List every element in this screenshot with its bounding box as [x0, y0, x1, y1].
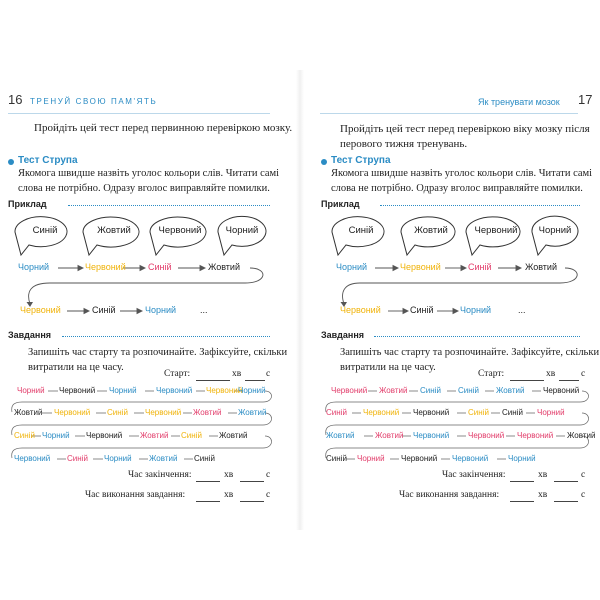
- task-word: Червоний: [401, 454, 438, 463]
- task-word: Синій: [14, 431, 35, 440]
- task-word: Червоний: [468, 431, 505, 440]
- intro-line: Пройдіть цей тест перед перевіркою віку мозку після: [340, 123, 590, 135]
- task-word: Жовтий: [219, 431, 248, 440]
- task-word: Жовтий: [567, 431, 596, 440]
- task-arrows: [326, 391, 589, 459]
- example-word: Червоний: [20, 305, 61, 315]
- duration-label: Час виконання завдання:: [399, 490, 500, 500]
- minutes-unit: хв: [546, 369, 556, 379]
- running-header: ТРЕНУЙ СВОЮ ПАМ'ЯТЬ: [30, 97, 158, 106]
- end-time-label: Час закінчення:: [442, 470, 506, 480]
- example-label: Приклад: [8, 199, 47, 209]
- task-word: Червоний: [517, 431, 554, 440]
- duration-minutes-blank[interactable]: [196, 501, 220, 502]
- task-word: Чорний: [537, 408, 565, 417]
- minutes-unit: хв: [232, 369, 242, 379]
- section-title: Тест Струпа: [331, 155, 391, 166]
- return-curve: [343, 268, 578, 304]
- task-word: Чорний: [104, 454, 132, 463]
- bubble-word: Синій: [32, 225, 58, 236]
- start-minutes-blank[interactable]: [510, 380, 544, 381]
- task-word: Червоний: [54, 408, 91, 417]
- example-word: Жовтий: [208, 262, 240, 272]
- task-word: Синій: [420, 386, 441, 395]
- task-word: Червоний: [14, 454, 51, 463]
- example-word: Синій: [148, 262, 172, 272]
- task-word: Жовтий: [375, 431, 404, 440]
- example-word: Червоний: [400, 262, 441, 272]
- task-word: Чорний: [357, 454, 385, 463]
- task-word: Жовтий: [14, 408, 43, 417]
- task-word: Жовтий: [238, 408, 267, 417]
- task-word: Жовтий: [149, 454, 178, 463]
- task-label: Завдання: [321, 330, 365, 340]
- end-minutes-blank[interactable]: [196, 481, 220, 482]
- right-page: [300, 0, 600, 600]
- task-word: Червоний: [331, 386, 368, 395]
- task-word: Чорний: [109, 386, 137, 395]
- bubble-word: Червоний: [158, 225, 202, 236]
- running-header: Як тренувати мозок: [478, 97, 560, 107]
- task-line: Запишіть час старту та розпочинайте. Зафіксуйте, скільки: [340, 347, 600, 358]
- seconds-unit: с: [266, 369, 271, 379]
- task-divider: [62, 336, 270, 337]
- minutes-unit: хв: [538, 490, 548, 500]
- task-label: Завдання: [8, 330, 52, 340]
- task-word: Червоний: [452, 454, 489, 463]
- bubble-word: Червоний: [474, 225, 518, 236]
- example-word: Чорний: [145, 305, 177, 315]
- minutes-unit: хв: [224, 470, 234, 480]
- page-number: 16: [8, 92, 23, 107]
- task-line: витратили на це часу.: [340, 362, 436, 373]
- task-word: Червоний: [156, 386, 193, 395]
- task-word: Синій: [468, 408, 489, 417]
- example-word: ...: [200, 305, 208, 315]
- example-word: Червоний: [340, 305, 381, 315]
- start-seconds-blank[interactable]: [245, 380, 265, 381]
- bubble-word: Жовтий: [97, 225, 131, 236]
- task-word: Червоний: [145, 408, 182, 417]
- intro-line: перового тижня тренувань.: [340, 138, 468, 150]
- task-instructions: [28, 345, 287, 375]
- bubble-word: Жовтий: [414, 225, 448, 236]
- start-label: Старт:: [164, 369, 191, 379]
- task-divider: [374, 336, 580, 337]
- example-word: ...: [518, 305, 526, 315]
- start-minutes-blank[interactable]: [196, 380, 230, 381]
- duration-seconds-blank[interactable]: [240, 501, 264, 502]
- task-word: Червоний: [59, 386, 96, 395]
- task-word: Червоний: [206, 386, 243, 395]
- page-number: 17: [578, 92, 593, 107]
- example-word: Чорний: [18, 262, 50, 272]
- speech-bubble: [83, 217, 139, 255]
- task-word: Синій: [181, 431, 202, 440]
- task-word: Жовтий: [379, 386, 408, 395]
- task-word: Синій: [326, 454, 347, 463]
- task-word: Червоний: [363, 408, 400, 417]
- example-word: Чорний: [460, 305, 492, 315]
- paragraph-line: слова не потрібно. Одразу вголос виправляйте помилки.: [18, 183, 270, 194]
- seconds-unit: с: [581, 470, 586, 480]
- end-seconds-blank[interactable]: [554, 481, 578, 482]
- seconds-unit: с: [581, 490, 586, 500]
- task-line: Запишіть час старту та розпочинайте. Зафіксуйте, скільки: [28, 347, 288, 358]
- task-word: Жовтий: [193, 408, 222, 417]
- task-word: Жовтий: [140, 431, 169, 440]
- task-word: Синій: [194, 454, 215, 463]
- start-label: Старт:: [478, 369, 505, 379]
- task-word: Синій: [502, 408, 523, 417]
- bubble-word: Чорний: [225, 225, 259, 236]
- return-curve: [29, 268, 263, 304]
- paragraph-line: Якомога швидше назвіть уголос кольори слів. Читати самі: [331, 168, 593, 179]
- task-word: Синій: [107, 408, 128, 417]
- task-word: Чорний: [238, 386, 266, 395]
- minutes-unit: хв: [224, 490, 234, 500]
- duration-seconds-blank[interactable]: [554, 501, 578, 502]
- task-word: Червоний: [413, 408, 450, 417]
- task-word: Червоний: [86, 431, 123, 440]
- example-word: Чорний: [336, 262, 368, 272]
- seconds-unit: с: [266, 490, 271, 500]
- task-word: Чорний: [508, 454, 536, 463]
- minutes-unit: хв: [538, 470, 548, 480]
- task-word: Синій: [458, 386, 479, 395]
- example-word: Синій: [468, 262, 492, 272]
- seconds-unit: с: [266, 470, 271, 480]
- end-time-label: Час закінчення:: [128, 470, 192, 480]
- task-word: Червоний: [413, 431, 450, 440]
- end-minutes-blank[interactable]: [510, 481, 534, 482]
- end-seconds-blank[interactable]: [240, 481, 264, 482]
- task-word: Синій: [67, 454, 88, 463]
- task-word: Червоний: [543, 386, 580, 395]
- example-word: Червоний: [85, 262, 126, 272]
- duration-label: Час виконання завдання:: [85, 490, 186, 500]
- task-word: Чорний: [17, 386, 45, 395]
- example-label: Приклад: [321, 199, 360, 209]
- paragraph-line: слова не потрібно. Одразу вголос виправляйте помилки.: [331, 183, 583, 194]
- example-word: Жовтий: [525, 262, 557, 272]
- example-word: Синій: [92, 305, 116, 315]
- section-title: Тест Струпа: [18, 155, 78, 166]
- intro-text: Пройдіть цей тест перед первинною перевіркою мозку.: [34, 122, 293, 134]
- task-word: Синій: [326, 408, 347, 417]
- task-word: Чорний: [42, 431, 70, 440]
- example-word: Синій: [410, 305, 434, 315]
- task-word: Жовтий: [496, 386, 525, 395]
- paragraph-line: Якомога швидше назвіть уголос кольори слів. Читати самі: [18, 168, 280, 179]
- bubble-word: Синій: [348, 225, 374, 236]
- task-instructions: [340, 345, 599, 375]
- speech-bubble: [150, 217, 206, 255]
- task-line: витратили на це часу.: [28, 362, 124, 373]
- example-diagram: [300, 0, 600, 600]
- duration-minutes-blank[interactable]: [510, 501, 534, 502]
- task-arrows: [12, 391, 272, 459]
- seconds-unit: с: [581, 369, 586, 379]
- task-word: Жовтий: [326, 431, 355, 440]
- start-seconds-blank[interactable]: [559, 380, 579, 381]
- bubble-word: Чорний: [538, 225, 572, 236]
